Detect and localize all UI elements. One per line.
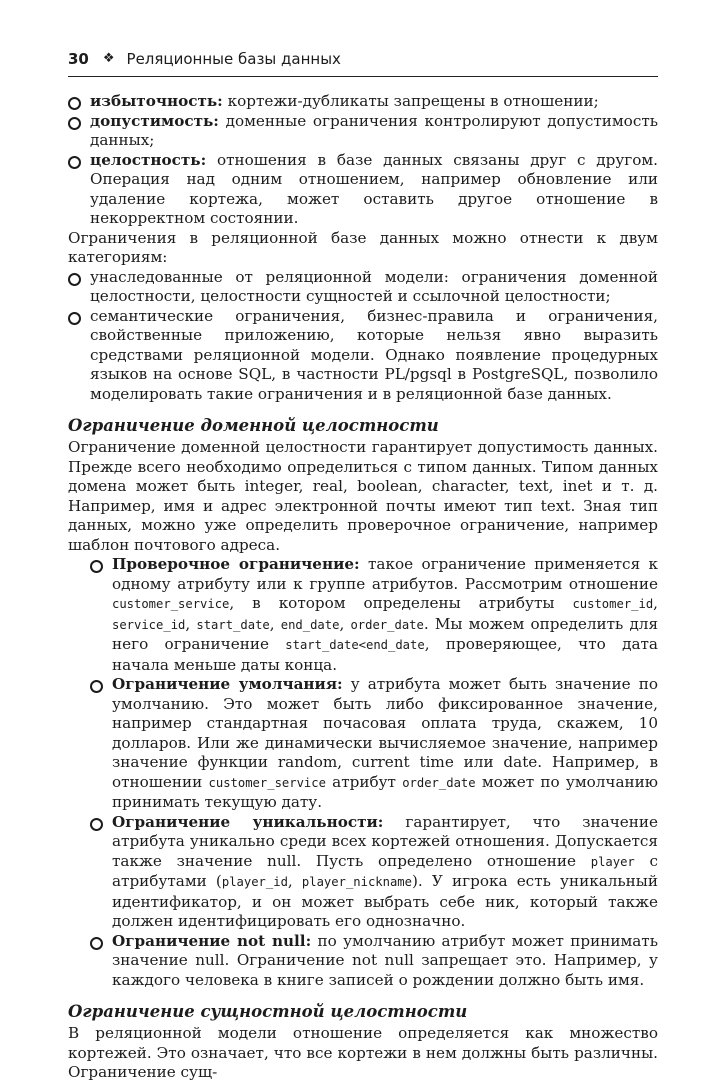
- section-heading-domain: Ограничение доменной целостности: [68, 416, 439, 435]
- circle-bullet-icon: [68, 273, 81, 286]
- item-text: ,: [339, 614, 351, 633]
- chapter-title: Реляционные базы данных: [126, 50, 341, 68]
- list-item: [68, 112, 658, 151]
- page-header: [68, 48, 658, 77]
- circle-bullet-icon: [68, 312, 81, 325]
- term: Ограничение уникальности:: [112, 812, 384, 831]
- code-identifier: order_date: [402, 775, 476, 790]
- term: Проверочное ограничение:: [112, 555, 360, 573]
- circle-bullet-icon: [90, 680, 103, 693]
- term: целостность:: [90, 150, 207, 169]
- list-item: [68, 555, 658, 675]
- item-text: гарантирует, что значение атрибута уникально среди всех кортежей отношения. Допускается также значение null. Пусть определено отношение: [112, 812, 658, 870]
- page-number: 30: [68, 50, 89, 68]
- item-text: ,: [287, 872, 302, 890]
- item-text: , проверяющее, что дата начала меньше даты конца.: [112, 635, 658, 674]
- code-identifier: customer_service: [208, 775, 326, 790]
- item-text: у атрибута может быть значение по умолчанию. Это может быть либо фиксированное значение, например стандартная почасовая оплата труда, скажем, 10 долларов. Или же динамически вычисляемое значение, например значение функции random, current time или date. Например, в отношении: [112, 675, 658, 791]
- list-item: [68, 307, 658, 405]
- circle-bullet-icon: [90, 560, 103, 573]
- code-identifier: customer_service: [112, 597, 230, 611]
- code-identifier: player_nickname: [301, 875, 412, 889]
- term: Ограничение not null:: [112, 931, 312, 950]
- code-identifier: customer_id: [572, 597, 654, 611]
- list-item: [68, 675, 658, 813]
- circle-bullet-icon: [90, 937, 103, 950]
- domain-paragraph: Ограничение доменной целостности гарантирует допустимость данных. Прежде всего необходимо определиться с типом данных. Типом данных домена может быть integer, real, boolean, character, text, inet и т. д. Например, имя и адрес электронной почты имеют тип text. Зная тип данных, можно уже определить проверочное ограничение, например шаблон почтового адреса.: [68, 438, 658, 554]
- constraint-list: [68, 555, 658, 990]
- list-item: [68, 151, 658, 229]
- item-text: такое ограничение применяется к одному атрибуту или к группе атрибутов. Рассмотрим отношение: [112, 555, 659, 593]
- item-text: семантические ограничения, бизнес-правила и ограничения, свойственные приложению, которые нельзя явно выразить средствами реляционной модели. Однако появление процедурных языков на основе SQL, в частности PL/pgsql в PostgreSQL, позволило моделировать такие ограничения и в реляционной базе данных.: [90, 306, 658, 403]
- item-text: по умолчанию атрибут может принимать значение null. Ограничение not null запрещает это. Например, у каждого человека в книге записей о рождении должно быть имя.: [112, 931, 658, 989]
- term: Ограничение умолчания:: [112, 675, 343, 693]
- circle-bullet-icon: [68, 156, 81, 169]
- item-text: ,: [653, 594, 658, 612]
- code-identifier: start_date: [196, 617, 270, 632]
- code-identifier: service_id: [112, 617, 186, 632]
- item-text: отношения в базе данных связаны друг с другом. Операция над одним отношением, например обновление или удаление кортежа, может оставить другое отношение в некорректном состоянии.: [90, 150, 658, 227]
- circle-bullet-icon: [90, 818, 103, 831]
- list-item: [68, 813, 658, 932]
- item-text: с атрибутами (: [112, 851, 658, 890]
- item-text: ,: [269, 614, 281, 633]
- category-list: [68, 268, 658, 405]
- item-text: ,: [185, 614, 197, 633]
- code-identifier: end_date: [280, 617, 340, 632]
- property-list: [68, 92, 658, 229]
- list-item: [68, 92, 658, 112]
- section-heading-entity: Ограничение сущностной целостности: [68, 1002, 468, 1021]
- code-identifier: order_date: [350, 617, 424, 632]
- circle-bullet-icon: [68, 117, 81, 130]
- item-text: . Мы можем определить для него ограничение: [112, 614, 659, 653]
- item-text: может по умолчанию принимать текущую дату.: [112, 772, 658, 811]
- entity-paragraph: В реляционной модели отношение определяется как множество кортежей. Это означает, что все кортежи в нем должны быть различны. Ограничение сущ-: [68, 1024, 658, 1081]
- term: допустимость:: [90, 111, 219, 130]
- code-identifier: start_date<end_date: [285, 638, 425, 652]
- code-identifier: player: [590, 854, 635, 869]
- categories-intro: Ограничения в реляционной базе данных можно отнести к двум категориям:: [68, 228, 658, 266]
- list-item: [68, 932, 658, 991]
- circle-bullet-icon: [68, 97, 81, 110]
- item-text: доменные ограничения контролируют допустимость данных;: [90, 111, 658, 149]
- code-identifier: player_id: [221, 875, 288, 889]
- item-text: атрибут: [325, 772, 403, 791]
- diamond-ornament-icon: ❖: [102, 51, 115, 66]
- item-text: , в котором определены атрибуты: [229, 594, 573, 612]
- item-text: кортежи-дубликаты запрещены в отношении;: [222, 92, 599, 110]
- term: избыточность:: [90, 92, 223, 110]
- page-body: [68, 92, 658, 1083]
- list-item: [68, 268, 658, 307]
- item-text: ). У игрока есть уникальный идентификатор, и он может выбрать себе ник, который также должен идентифицировать его однозначно.: [112, 872, 659, 930]
- item-text: унаследованные от реляционной модели: ограничения доменной целостности, целостности сущностей и ссылочной целостности;: [90, 267, 658, 305]
